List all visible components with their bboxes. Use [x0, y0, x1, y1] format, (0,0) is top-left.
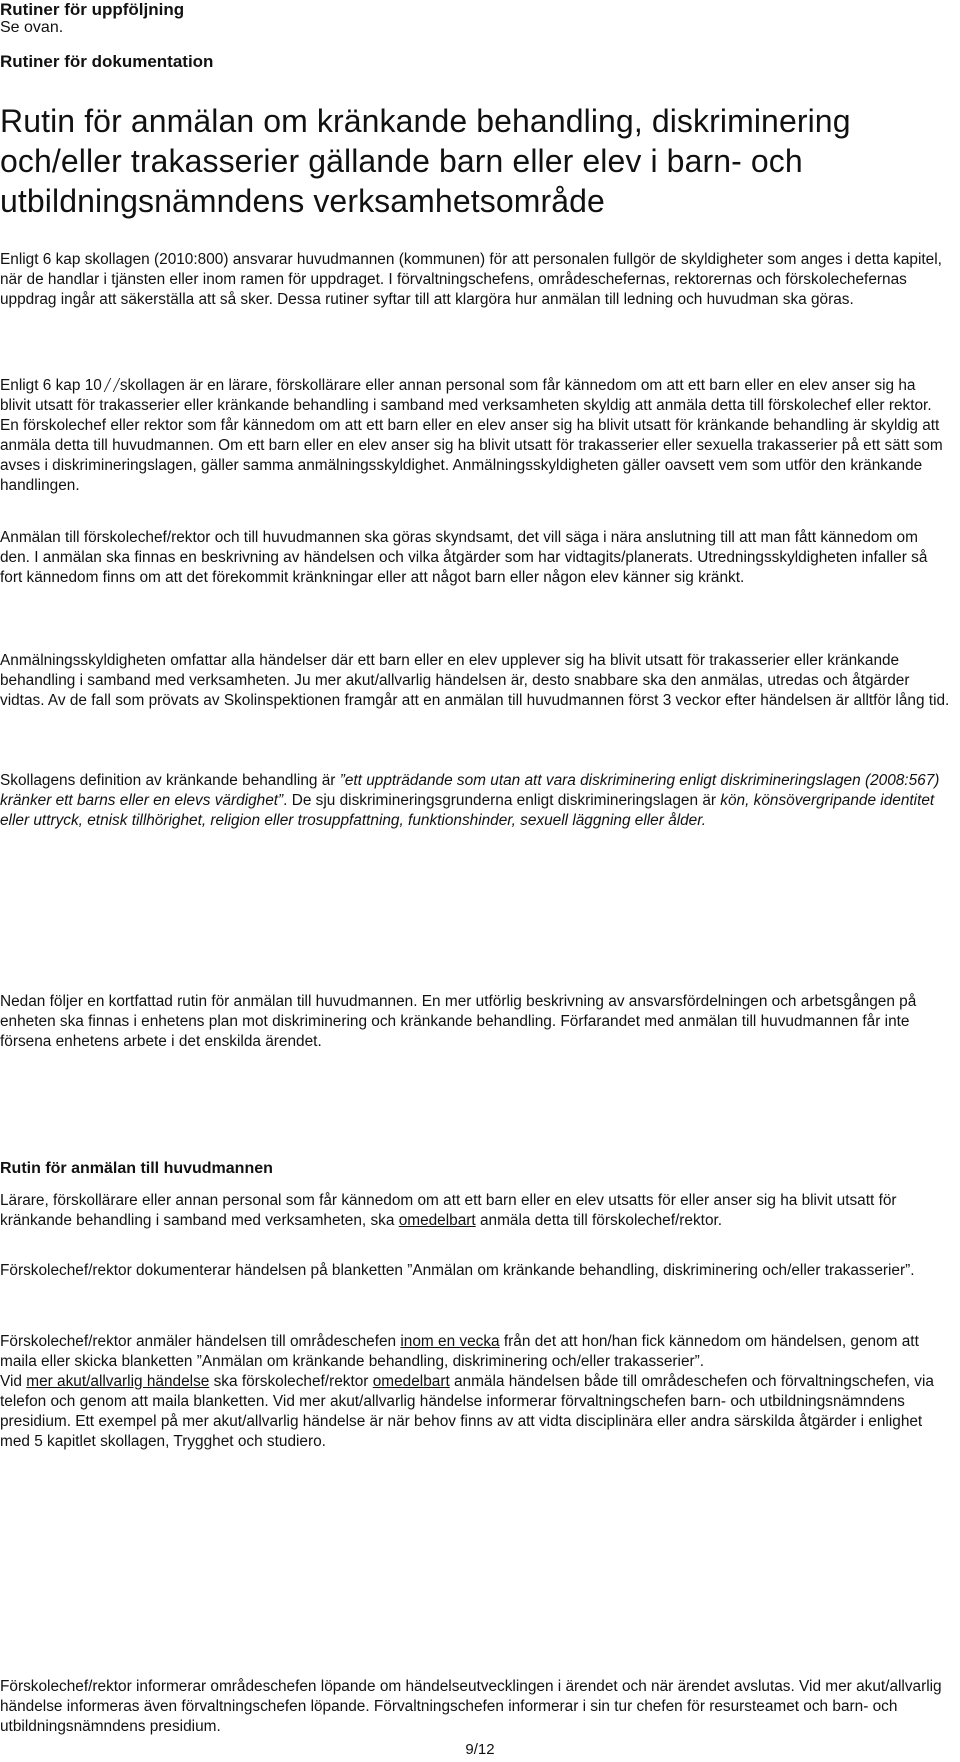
- underlined-immediately: omedelbart: [398, 1212, 476, 1229]
- heading-follow-up-routines: Rutiner för uppföljning: [0, 0, 185, 19]
- heading-documentation-routines: Rutiner för dokumentation: [0, 52, 214, 71]
- underlined-immediately-2: omedelbart: [372, 1373, 450, 1390]
- staff-report-paragraph: Lärare, förskollärare eller annan personal som får kännedom om att ett barn eller en elev utsatts för eller anser sig ha blivit utsatt för kränkande behandling i samband med verksamheten, ska omedelbart anmäla detta till förskolechef/rektor.: [0, 1192, 897, 1229]
- definition-quote: ”ett uppträdande som utan att vara diskriminering enligt diskrimineringslagen (2008:567) kränker ett barns eller en elevs värdighet”: [0, 772, 940, 809]
- documentation-form-paragraph: Förskolechef/rektor dokumenterar händelsen på blanketten ”Anmälan om kränkande behandling, diskriminering och/eller trakasserier”.: [0, 1262, 915, 1279]
- underlined-urgent-incident: mer akut/allvarlig händelse: [26, 1373, 210, 1390]
- urgency-paragraph: Anmälan till förskolechef/rektor och till huvudmannen ska göras skyndsamt, det vill säga i nära anslutning till att man fått kännedom om den. I anmälan ska finnas en beskrivning av händelsen och vilka åtgärder som har vidtagits/planerats. Utredningsskyldigheten infaller så fort kännedom finns om att det förekommit kränkningar eller att något barn eller någon elev känner sig kränkt.: [0, 529, 928, 586]
- definition-paragraph: Skollagens definition av kränkande behandling är ”ett uppträdande som utan att vara diskriminering enligt diskrimineringslagen (2008:567) kränker ett barns eller en elevs värdighet”. De sju diskrimineringsgrunderna enligt diskrimineringslagen är kön, könsövergripande identitet eller uttryck, etnisk tillhörighet, religion eller trosuppfattning, funktionshinder, sexuell läggning eller ålder.: [0, 772, 940, 829]
- see-above-text: Se ovan.: [0, 19, 64, 36]
- reporting-obligation-paragraph: [0, 376, 950, 496]
- title-line-1: Rutin för anmälan om kränkande behandling, diskriminering: [0, 103, 851, 139]
- section-sign-icon: [104, 376, 118, 394]
- follow-up-info-paragraph: Förskolechef/rektor informerar områdeschefen löpande om händelseutvecklingen i ärendet och när ärendet avslutas. Vid mer akut/allvarlig händelse informeras även förvaltningschefen löpande. Förvaltningschefen informerar i sin tur chefen för resursteamet och barn- och utbildningsnämndens presidium.: [0, 1678, 942, 1735]
- title-line-3: utbildningsnämndens verksamhetsområde: [0, 183, 605, 219]
- section-heading-reporting: Rutin för anmälan till huvudmannen: [0, 1160, 273, 1177]
- principal-report-paragraph: Förskolechef/rektor anmäler händelsen till områdeschefen inom en vecka från det att hon/han fick kännedom om händelsen, genom att maila eller skicka blanketten ”Anmälan om kränkande behandling, diskriminering och/eller trakasserier”. Vid mer akut/allvarlig händelse ska förskolechef/rektor omedelbart anmäla händelsen både till områdeschefen och förvaltningschefen, via telefon och genom att maila blanketten. Vid mer akut/allvarlig händelse informerar förvaltningschefen barn- och utbildningsnämndens presidium. Ett exempel på mer akut/allvarlig händelse är när behov finns av att vidta disciplinära eller andra särskilda åtgärder i enlighet med 5 kapitlet skollagen, Trygghet och studiero.: [0, 1333, 934, 1450]
- para1-before: Enligt 6 kap 10: [0, 377, 102, 394]
- scope-paragraph: Anmälningsskyldigheten omfattar alla händelser där ett barn eller en elev upplever sig ha blivit utsatt för trakasserier eller kränkande behandling i samband med verksamheten. Ju mer akut/allvarlig händelsen är, desto snabbare ska den anmälas, utredas och åtgärder vidtas. Av de fall som prövats av Skolinspektionen framgår att en anmälan till huvudmannen först 3 veckor efter händelsen är alltför lång tid.: [0, 652, 950, 709]
- intro-paragraph: Enligt 6 kap skollagen (2010:800) ansvarar huvudmannen (kommunen) för att personalen fullgör de skyldigheter som anges i detta kapitel, när de handlar i tjänsten eller inom ramen för uppdraget. I förvaltningschefens, områdeschefernas, rektorernas och förskolechefernas uppdrag ingår att säkerställa att så sker. Dessa rutiner syftar till att klargöra hur anmälan till ledning och huvudman ska göras.: [0, 251, 942, 308]
- page-number: 9/12: [465, 1741, 495, 1758]
- title-line-2: och/eller trakasserier gällande barn eller elev i barn- och: [0, 143, 803, 179]
- summary-paragraph: Nedan följer en kortfattad rutin för anmälan till huvudmannen. En mer utförlig beskrivning av ansvarsfördelningen och arbetsgången på enheten ska finnas i enhetens plan mot diskriminering och kränkande behandling. Förfarandet med anmälan till huvudmannen får inte försena enhetens arbete i det enskilda ärendet.: [0, 993, 917, 1050]
- para1-after: skollagen är en lärare, förskollärare eller annan personal som får kännedom om att ett barn eller en elev anser sig ha blivit utsatt för trakasserier eller kränkande behandling i samband med verksamheten skyldig att anmäla detta till förskolechef eller rektor. En förskolechef eller rektor som får kännedom om att ett barn eller en elev anser sig ha blivit utsatt för kränkande behandling är skyldig att anmäla detta till huvudmannen. Om ett barn eller en elev anser sig ha blivit utsatt för trakasserier eller sexuella trakasserier på ett sätt som avses i diskrimineringslagen, gäller samma anmälningsskyldighet. Anmälningsskyldigheten gäller oavsett vem som utför den kränkande handlingen.: [0, 377, 943, 494]
- discrimination-grounds: kön, könsövergripande identitet eller uttryck, etnisk tillhörighet, religion eller trosuppfattning, funktionshinder, sexuell läggning eller ålder.: [0, 792, 935, 829]
- document-title: [0, 101, 960, 221]
- underlined-within-a-week: inom en vecka: [400, 1333, 500, 1350]
